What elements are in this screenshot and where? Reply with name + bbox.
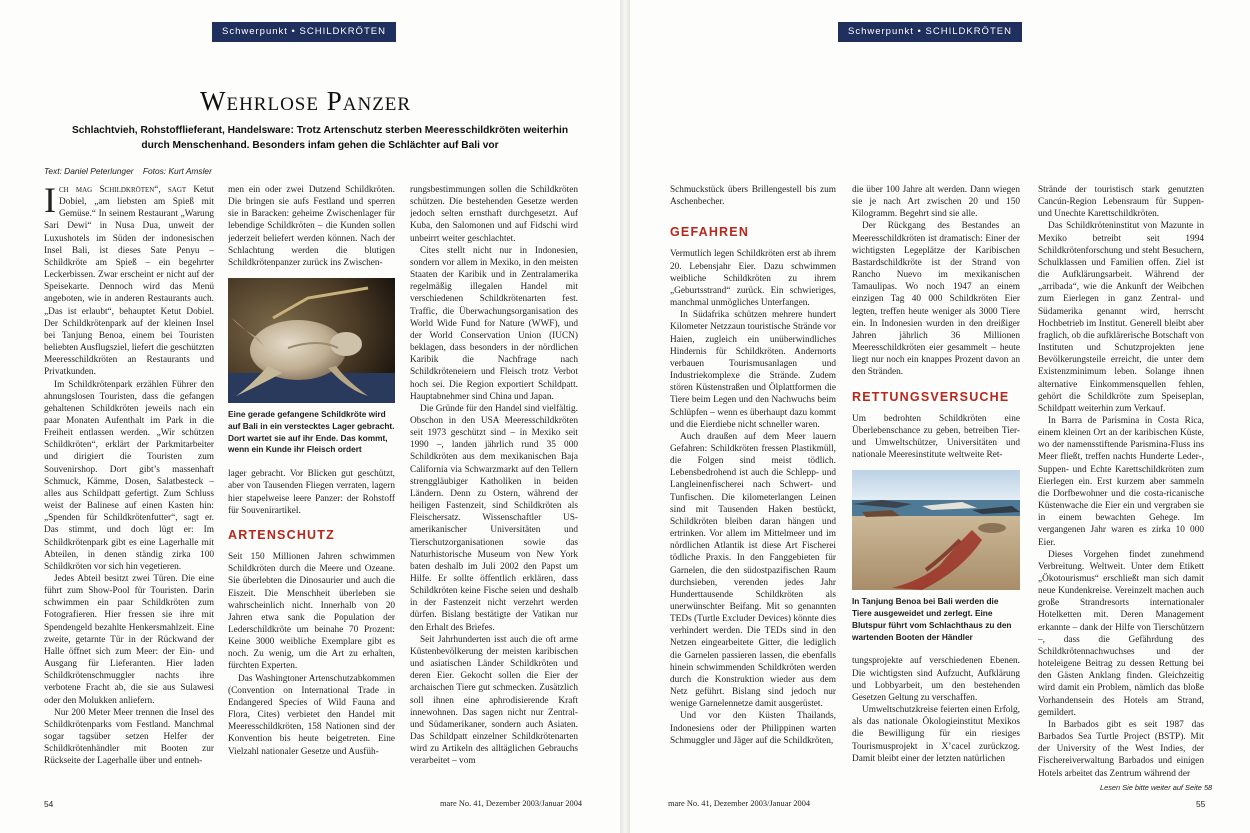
opening-paragraph: Ich mag Schildkröten“, sagt Ketut Dobiel, „am liebsten am Spieß mit Gemüse.“ In seinem Restaurant „Warung Sari Dewi“ in Nusa Dua, unweit der Luxushotels im Süden der indonesischen Insel Bali, ist dieses Sate Penyu – Schildkröte am Spieß – ein begehrter Leckerbissen. Zwar erscheint er nicht auf der Speisekarte. Dennoch wird das Menü angeboten, wie in anderen Restaurants auch. „Das ist erlaubt“, behauptet Ketut Dobiel. Der Schildkrötenpark auf der kleinen Insel bei Tanjung Benoa, einem bei Touristen beliebten Ausflugsziel, liefert die geschützten Meeresschildkröten an Restaurants und Privatkunden. <box>44 184 214 378</box>
photo-caption: In Tanjung Benoa bei Bali werden die Tiere ausgeweidet und zerlegt. Eine Blutspur führt vom Schlachthaus zu den wartenden Booten der Händler <box>852 596 1012 642</box>
paragraph: Cites stellt nicht nur in Indonesien, sondern vor allem in Mexiko, in den meisten Staaten der Karibik und in Zentralamerika regelmäßig illegalen Handel mit verschiedenen Schildkrötenarten fest. Traffic, die Überwachungsorganisation des World Wide Fund for Nature (WWF), und der World Conservation Union (IUCN) beklagen, dass besonders in der nördlichen Karibik die Nachfrage nach Schildkröteneiern und Fleisch trotz Verbot hoch sei. Die Region exportiert Schildpatt. Hauptabnehmer sind China und Japan. <box>410 245 578 402</box>
paragraph: Das Schildkröteninstitut von Mazunte in Mexiko betreibt seit 1994 Schildkrötenforschung und steht Besuchern, Schulklassen und Familien offen. Ziel ist die Aufklärungsarbeit. Während der „arribada“, wie die Ankunft der Weibchen zum Eierlegen in ganz Zentral- und Südamerika genannt wird, herrscht Hochbetrieb im Institut. Generell bleibt aber fraglich, ob die aufklärerische Botschaft von Instituten und Schutzprojekten jene Bevölkerungsteile erreicht, die unter dem Existenzminimum leben. Solange ihnen alternative Einkommensquellen fehlen, gehört die Schildkröte zum Speiseplan, Schildpatt weiterhin zum Verkauf. <box>1038 221 1204 414</box>
article-subtitle: Schlachtvieh, Rohstofflieferant, Handelsware: Trotz Artenschutz sterben Meeresschildkröten weiterhin durch Menschenhand. Besonders infam gehen die Schlächter auf Bali vor <box>71 125 569 151</box>
paragraph: Strände der touristisch stark genutzten Cancún-Region Lebensraum für Suppen- und Unechte Karettschildkröten. <box>1038 185 1204 220</box>
paragraph: lager gebracht. Vor Blicken gut geschützt, aber von Tausenden Fliegen verraten, lagern hier stapelweise leere Panzer: der Rohstoff für Souvenirartikel. <box>228 469 395 516</box>
section-kicker-left: Schwerpunkt • SCHILDKRÖTEN <box>212 22 396 42</box>
beach-photo-image <box>852 470 1020 590</box>
page-gutter <box>620 0 630 833</box>
paragraph: Umweltschutzkreise feierten einen Erfolg, als das nationale Ökologieinstitut Mexikos die Bewilligung für ein riesiges Tourismusprojekt in X’cacel zurückzog. Damit bleibt einer der letzten natürlichen <box>852 705 1020 764</box>
article-credits: Text: Daniel Peterlunger Fotos: Kurt Amsler <box>44 166 212 176</box>
footer-right: mare No. 41, Dezember 2003/Januar 2004 <box>668 799 811 808</box>
paragraph: Seit 150 Millionen Jahren schwimmen Schildkröten durch die Meere und Ozeane. Sie überlebten die Dinosaurier und auch die Eiszeit. Die Menschheit überleben sie wahrscheinlich nicht. Innerhalb von 20 Jahren etwa sank die Population der Lederschildkröte um beinahe 70 Prozent: Keine 3000 weibliche Exemplare gibt es noch. Zu wenig, um die Art zu erhalten, fürchten Experten. <box>228 552 395 672</box>
paragraph: In Südafrika schützen mehrere hundert Kilometer Netzzaun touristische Strände vor Haien, zugleich ein unüberwindliches Hindernis für Schildkröten. Andernorts verbauen Tourismusanlagen und Industriekomplexe die Strände. Zudem stören Küstenstraßen und Ölplattformen die Tiere beim Legen und den Nachwuchs beim Schlüpfen – wenn es überhaupt dazu kommt und die Eierdiebe nicht schneller waren. <box>670 310 836 430</box>
paragraph: Schmuckstück übers Brillengestell bis zum Aschenbecher. <box>670 185 836 208</box>
section-kicker-right: Schwerpunkt • SCHILDKRÖTEN <box>838 22 1022 42</box>
article-title: Wehrlose Panzer <box>200 86 412 116</box>
section-heading-rettungsversuche: RETTUNGSVERSUCHE <box>852 389 1010 404</box>
paragraph: rungsbestimmungen sollen die Schildkröten schützen. Die bestehenden Gesetze werden jedoch selten ernsthaft durchgesetzt. Auf Kuba, den Salomonen und auf Fidschi wird unbeirrt weiter geschlachtet. <box>410 185 578 244</box>
paragraph: Um bedrohten Schildkröten eine Überlebenschance zu geben, betreiben Tier- und Umweltschützer, Universitäten und nationale Meeresinstitute weltweite Ret- <box>852 413 1020 461</box>
paragraph: die über 100 Jahre alt werden. Dann wiegen sie je nach Art zwischen 20 und 150 Kilogramm. Begehrt sind sie alle. <box>852 185 1020 220</box>
paragraph: men ein oder zwei Dutzend Schildkröten. Die bringen sie aufs Festland und sperren sie in Baracken: geheime Zwischenlager für lebendige Schildkröten – die Kunden sollen jederzeit beliefert werden können. Nach der Schlachtung werden die blutigen Schildkrötenpanzer zurück ins Zwischen- <box>228 185 395 268</box>
paragraph: Dieses Vorgehen findet zunehmend Verbreitung. Weltweit. Unter dem Etikett „Ökotourismus“ erschließt man sich damit neue Kundenkreise. Vereinzelt machen auch große Strandresorts internationaler Hotelketten mit. Deren Management erkannte – dank der Hilfe von Tierschützern –, dass die Gefährdung des Schildkrötennachwuchses und der hoteleigene Beitrag zu dessen Rettung bei den Gästen Anklang finden. Gleichzeitig wird damit ein Problem, nämlich das bloße Vorhandensein des Hotels am Strand, gemildert. <box>1038 549 1204 718</box>
beach-photo <box>852 470 1020 590</box>
paragraph: Die Gründe für den Handel sind vielfältig. Obschon in den USA Meeresschildkröten seit 1973 geschützt sind – in Mexiko seit 1990 –, landen jährlich rund 35 000 Schildkröten aus dem mexikanischen Baja California via Schwarzmarkt auf den Tellern strenggläubiger Katholiken in beiden Ländern. Denn zu Ostern, während der heiligen Fastenzeit, sind Schildkröten als Fleischersatz. Wissenschaftler US-amerikanischer Universitäten und Tierschutzorganisationen sowie das Naturhistorische Museum von New York baten deshalb im Juli 2002 den Papst um Hilfe. Er sollte öffentlich erklären, dass Schildkröten keine Fische seien und deshalb in der Fastenzeit nicht verzehrt werden dürfen. Bislang bestätigte der Vatikan nur den Erhalt des Briefes. <box>410 403 578 633</box>
paragraph: Und vor den Küsten Thailands, Indonesiens oder der Philippinen warten Schmuggler und Jäger auf die Schildkröten, <box>670 711 836 746</box>
right-column-1 <box>670 184 836 747</box>
left-column-3 <box>410 184 578 768</box>
paragraph: Nur 200 Meter Meer trennen die Insel des Schildkrötenparks vom Festland. Manchmal sogar tagsüber setzen Helfer der Schildkrötenhändler mit Booten zur Rückseite der Lagerhalle über und entneh- <box>44 707 214 767</box>
left-column-2 <box>228 184 395 758</box>
page-number-left: 54 <box>44 799 54 809</box>
left-column-1 <box>44 184 214 768</box>
paragraph: Im Schildkrötenpark erzählen Führer den ahnungslosen Touristen, dass die gefangen gehaltenen Schildkröten jeweils nach ein paar Monaten Aufenthalt im Park in die Freiheit entlassen werden. „Wir schützen Schildkröten“, erklärt der Parkmitarbeiter und dirigiert die Touristen zum Souvenirshop. Dort gibt’s massenhaft Schmuck, Kämme, Dosen, Salatbesteck – alles aus Schildpatt gefertigt. Zum Schluss weist der Balinese auf einen Kasten hin: „Spenden für Schildkrötenfutter“, sagt er. Das stimmt, und doch lügt er: Im Schildkrötenpark gibt es eine Lagerhalle mit Abteilen, in denen ständig zirka 100 Schildkröten vor sich hin vegetieren. <box>44 379 214 572</box>
paragraph: Jedes Abteil besitzt zwei Türen. Die eine führt zum Show-Pool für Touristen. Darin schwimmen ein paar Schildkröten zum Fotografieren. Hier fressen sie ihre mit Spendengeld bezahlte Henkersmahlzeit. Eine zweite, getarnte Tür in der Rückwand der Halle öffnet sich zum Meer: der Ein- und Ausgang für Lieferanten. Hier laden Schildkrötenschmuggler nachts ihre verbotene Fracht ab, die sie aus Sulawesi oder den Molukken anliefern. <box>44 574 214 706</box>
paragraph: In Barbados gibt es seit 1987 das Barbados Sea Turtle Project (BSTP). Mit der University of the West Indies, der Fischereiverwaltung Barbados und einigen Hotels arbeitet das Zentrum während der <box>1038 719 1204 779</box>
turtle-photo-image <box>228 278 395 403</box>
right-column-2 <box>852 184 1020 765</box>
turtle-photo <box>228 278 395 403</box>
page-number-right: 55 <box>1196 799 1206 809</box>
paragraph: Auch draußen auf dem Meer lauern Gefahren: Schildkröten fressen Plastikmüll, die Folgen sind meist tödlich. Lebensbedrohend ist auch die Schlepp- und Langleinenfischerei nach Schwert- und Tunfischen. Die kilometerlangen Leinen sind mit Tausenden Haken bestückt, Schildkröten bleiben daran hängen und ertrinken. Vor allem im Mittelmeer und im nördlichen Atlantik ist diese Art Fischerei tödliche Praxis. In den Fanggebieten für Garnelen, die den südostpazifischen Raum durchsieben, verenden jedes Jahr Hunderttausende Schildkröten als unerwünschter Beifang. Mit so genannten TEDs (Turtle Excluder Devices) könnte dies verhindert werden. Die TEDs sind in den Netzen eingearbeitete Gitter, die lediglich die Garnelen passieren lassen, die ebenfalls hinein schwimmenden Schildkröten werden durch die Konstruktion wieder aus dem Netz geführt. Bislang sind jedoch nur wenige Garnelennetze damit ausgerüstet. <box>670 431 836 710</box>
paragraph: tungsprojekte auf verschiedenen Ebenen. Die wichtigsten sind Aufzucht, Aufklärung und Lobbyarbeit, um den bestehenden Gesetzen Geltung zu verschaffen. <box>852 656 1020 703</box>
continue-note: Lesen Sie bitte weiter auf Seite 58 <box>1100 783 1213 792</box>
paragraph: In Barra de Parismina in Costa Rica, einem kleinen Ort an der karibischen Küste, wo der namensstiftende Parismina-Fluss ins Meer fließt, treffen nachts Hunderte Leder-, Suppen- und Echte Karettschildkröten zum Eierlegen ein. Erst kurzem aber sammeln die Dorfbewohner und die costa-ricanische Küstenwache die Eier ein und vergraben sie in einem bewachten Gehege. Im vergangenen Jahr waren es zirka 10 000 Eier. <box>1038 415 1204 548</box>
section-heading-gefahren: GEFAHREN <box>670 225 750 240</box>
photo-caption: Eine gerade gefangene Schildkröte wird auf Bali in ein verstecktes Lager gebracht. Dort wartet sie auf ihr Ende. Das kommt, wenn ein Kunde ihr Fleisch ordert <box>228 409 395 455</box>
footer-left: mare No. 41, Dezember 2003/Januar 2004 <box>440 799 583 808</box>
right-column-3 <box>1038 184 1204 780</box>
paragraph: Seit Jahrhunderten isst auch die oft arme Küstenbevölkerung der meisten karibischen und asiatischen Länder Schildkröten und deren Eier. Gekocht sollen die Eier der archaischen Tiere gut schmecken. Zusätzlich soll ihnen eine aphrodisierende Kraft innewohnen. Das sagen nicht nur Zentral- und Südamerikaner, sondern auch Asiaten. Das Schildpatt einzelner Schildkrötenarten wird zu Artikeln des alltäglichen Gebrauchs verarbeitet – vom <box>410 634 578 767</box>
paragraph: Vermutlich legen Schildkröten erst ab ihrem 20. Lebensjahr Eier. Dazu schwimmen weibliche Schildkröten zu ihrem „Geburtsstrand“ zurück. Ein schwieriges, manchmal unmögliches Unterfangen. <box>670 249 836 309</box>
paragraph: Der Rückgang des Bestandes an Meeresschildkröten ist dramatisch: Einer der wichtigsten Legeplätze der Karibischen Bastardschildkröte ist der Strand von Rancho Nuevo im mexikanischen Tamaulipas. Wo noch 1947 an einem einzigen Tag 40 000 Schildkröten Eier legten, treffen heute weniger als 3000 Tiere ein. In Indonesien wurden in den dreißiger Jahren jährlich 36 Millionen Meeresschildkröten eier gesammelt – heute liegt nur noch ein knappes Prozent davon an den Stränden. <box>852 221 1020 378</box>
section-heading-artenschutz: ARTENSCHUTZ <box>228 527 335 542</box>
drop-cap: I <box>44 184 56 220</box>
paragraph: Das Washingtoner Artenschutzabkommen (Convention on International Trade in Endangered Species of Wild Fauna and Flora, Cites) verbietet den Handel mit Meeresschildkröten, 158 Nationen sind der Konvention bis heute beigetreten. Eine Vielzahl nationaler Gesetze und Ausfüh- <box>228 673 395 757</box>
